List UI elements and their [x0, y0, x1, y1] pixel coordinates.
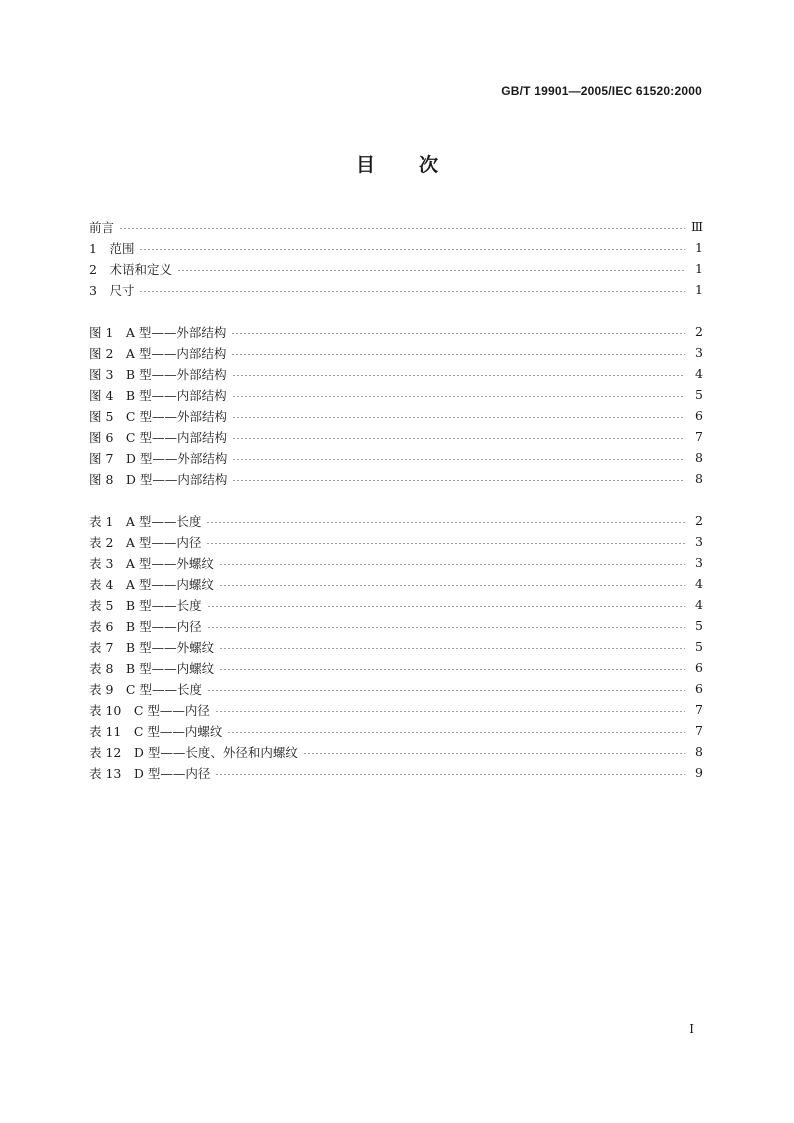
- dot-leader: [232, 480, 685, 481]
- toc-entry[interactable]: [89, 279, 703, 300]
- toc-entry[interactable]: [89, 258, 703, 279]
- toc-entry-label: 1 范围: [89, 240, 135, 256]
- toc-entry-label: 图 2 A 型——内部结构: [89, 345, 227, 361]
- toc-entry-page: 7: [695, 429, 703, 444]
- toc-entry-label: 表 4 A 型——内螺纹: [89, 576, 214, 592]
- toc-entry-page: 3: [695, 555, 703, 570]
- toc-entry-page: 5: [695, 639, 703, 654]
- dot-leader: [232, 417, 685, 418]
- toc-entry[interactable]: [89, 678, 703, 699]
- dot-leader: [231, 333, 685, 334]
- toc-entry-page: 3: [695, 345, 703, 360]
- title-char: 次: [419, 154, 439, 176]
- toc-entry-label: 3 尺寸: [89, 282, 135, 298]
- dot-leader: [177, 270, 685, 271]
- toc-entry-page: 1: [695, 282, 703, 297]
- toc-entry-page: 6: [695, 660, 703, 675]
- dot-leader: [231, 354, 685, 355]
- toc-entry[interactable]: [89, 216, 703, 237]
- toc-entry[interactable]: [89, 447, 703, 468]
- toc-entry-label: 图 1 A 型——外部结构: [89, 324, 227, 340]
- toc-entry-page: 7: [695, 702, 703, 717]
- toc-entry[interactable]: [89, 741, 703, 762]
- dot-leader: [206, 543, 685, 544]
- dot-leader: [215, 774, 685, 775]
- toc-entry-page: 2: [695, 324, 703, 339]
- toc-entry[interactable]: [89, 405, 703, 426]
- toc-entry[interactable]: [89, 573, 703, 594]
- toc-entry-page: 2: [695, 513, 703, 528]
- toc-entry-page: 1: [695, 240, 703, 255]
- toc-entry-label: 表 7 B 型——外螺纹: [89, 639, 215, 655]
- toc-entry-page: 5: [695, 618, 703, 633]
- toc-entry[interactable]: [89, 426, 703, 447]
- toc-entry-label: 表 2 A 型——内径: [89, 534, 202, 550]
- dot-leader: [139, 249, 685, 250]
- toc-entry[interactable]: [89, 510, 703, 531]
- dot-leader: [207, 627, 685, 628]
- toc-entry-page: 4: [695, 366, 703, 381]
- toc-tables-section: [89, 510, 703, 783]
- toc-entry[interactable]: [89, 552, 703, 573]
- toc-entry-page: 6: [695, 681, 703, 696]
- dot-leader: [139, 291, 685, 292]
- dot-leader: [215, 711, 685, 712]
- toc-entry-label: 图 6 C 型——内部结构: [89, 429, 227, 445]
- toc-entry-label: 图 7 D 型——外部结构: [89, 450, 228, 466]
- toc-entry-label: 表 5 B 型——长度: [89, 597, 202, 613]
- toc-entry-label: 图 3 B 型——外部结构: [89, 366, 227, 382]
- toc-entry[interactable]: [89, 237, 703, 258]
- toc-entry[interactable]: [89, 636, 703, 657]
- dot-leader: [207, 690, 685, 691]
- toc-entry[interactable]: [89, 657, 703, 678]
- toc-entry-page: 6: [695, 408, 703, 423]
- toc-entry[interactable]: [89, 468, 703, 489]
- toc-entry[interactable]: [89, 384, 703, 405]
- dot-leader: [232, 375, 685, 376]
- dot-leader: [219, 669, 685, 670]
- toc-entry[interactable]: [89, 531, 703, 552]
- toc-entry-label: 表 3 A 型——外螺纹: [89, 555, 214, 571]
- toc-entry-page: 5: [695, 387, 703, 402]
- dot-leader: [219, 564, 685, 565]
- toc-entry-page: 1: [695, 261, 703, 276]
- toc-main-section: [89, 216, 703, 300]
- dot-leader: [232, 459, 685, 460]
- dot-leader: [207, 606, 685, 607]
- toc-entry-label: 表 9 C 型——长度: [89, 681, 202, 697]
- toc-entry-label: 表 8 B 型——内螺纹: [89, 660, 215, 676]
- dot-leader: [227, 732, 685, 733]
- toc-entry-page: 8: [695, 450, 703, 465]
- standard-code: GB/T 19901—2005/IEC 61520:2000: [501, 84, 702, 98]
- toc-entry-label: 前言: [89, 219, 115, 235]
- toc-entry[interactable]: [89, 321, 703, 342]
- toc-entry-page: 8: [695, 744, 703, 759]
- toc-entry-label: 表 12 D 型——长度、外径和内螺纹: [89, 744, 298, 760]
- toc-entry-page: 3: [695, 534, 703, 549]
- toc-entry[interactable]: [89, 363, 703, 384]
- dot-leader: [219, 648, 685, 649]
- dot-leader: [206, 522, 685, 523]
- toc-entry-label: 图 8 D 型——内部结构: [89, 471, 228, 487]
- toc-entry[interactable]: [89, 342, 703, 363]
- toc-entry-label: 图 4 B 型——内部结构: [89, 387, 227, 403]
- footer-page-number: I: [689, 1022, 694, 1036]
- toc-entry-label: 表 6 B 型——内径: [89, 618, 202, 634]
- dot-leader: [232, 438, 685, 439]
- toc-entry[interactable]: [89, 762, 703, 783]
- toc-entry[interactable]: [89, 615, 703, 636]
- toc-entry[interactable]: [89, 594, 703, 615]
- dot-leader: [303, 753, 685, 754]
- page-title: [0, 150, 794, 177]
- toc-figures-section: [89, 321, 703, 489]
- toc-entry-label: 图 5 C 型——外部结构: [89, 408, 227, 424]
- toc-entry-label: 表 10 C 型——内径: [89, 702, 210, 718]
- toc-entry[interactable]: [89, 699, 703, 720]
- toc-entry-label: 表 13 D 型——内径: [89, 765, 211, 781]
- toc-entry-page: 4: [695, 597, 703, 612]
- toc-entry-label: 表 1 A 型——长度: [89, 513, 202, 529]
- toc-entry-page: 9: [695, 765, 703, 780]
- toc-entry-label: 表 11 C 型——内螺纹: [89, 723, 223, 739]
- toc-entry-label: 2 术语和定义: [89, 261, 172, 277]
- dot-leader: [119, 228, 685, 229]
- toc-entry-page: 7: [695, 723, 703, 738]
- dot-leader: [232, 396, 685, 397]
- toc-entry-page: Ⅲ: [690, 219, 703, 234]
- toc-entry-page: 8: [695, 471, 703, 486]
- title-char: 目: [355, 154, 375, 176]
- dot-leader: [219, 585, 685, 586]
- toc-entry[interactable]: [89, 720, 703, 741]
- toc-entry-page: 4: [695, 576, 703, 591]
